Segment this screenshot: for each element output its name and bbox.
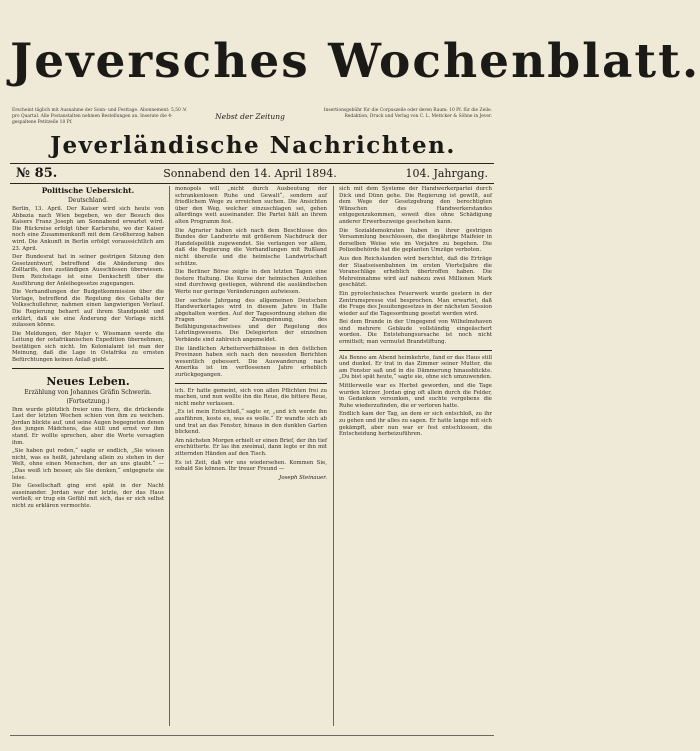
story-paragraph: Die Gesellschaft ging erst spät in der Nacht auseinander. Jordan war der letzte, der das Haus verließ; er trug ein Gefühl mit sich, das er sich selbst nicht zu erklären vermochte. — [12, 483, 164, 509]
story-paragraph: „Es ist mein Entschluß,“ sagte er, „und ich werde ihn ausführen, koste es, was es wolle.“ Er wandte sich ab und trat an das Fenster, hinaus in den dunklen Garten blickend. — [175, 409, 327, 436]
article-paragraph: Die Meldungen, der Major v. Wissmann werde die Leitung der ostafrikanischen Expedition übernehmen, bestätigen sich nicht. Im Kolonialamt ist man der Meinung, daß die Lage in Ostafrika zu ernsten Befürchtungen keinen Anlaß giebt. — [12, 330, 164, 364]
page-bottom-rule — [10, 735, 494, 736]
section-heading: Politische Uebersicht. — [41, 186, 135, 195]
feuilleton-rule — [12, 368, 164, 369]
article-paragraph: Die Sozialdemokraten haben in ihrer gestrigen Versammlung beschlossen, die diesjährige Maifeier in derselben Weise wie im Vorjahre zu begehen. Die Polizeibehörde hat die geplanten Umzüge verboten. — [339, 227, 492, 254]
dateline-bottom-rule — [10, 183, 494, 184]
article-paragraph: Die Verhandlungen der Budgetkommission über die Vorlage, betreffend die Regelung des Gehalts der Volksschullehrer, nahmen einen langwierigen Verlauf. Die Regierung beharrt auf ihrem Standpunkt und erklärt, daß sie eine Änderung der Vorlage nicht zulassen könne. — [12, 289, 164, 329]
feuilleton-rule — [339, 350, 492, 351]
story-paragraph: ich. Er hatte gemeint, sich von allen Pflichten frei zu machen, und nun wollte ihn die Reue, die bittere Reue, nicht mehr verlassen. — [175, 387, 327, 407]
masthead-title: Jeversches Wochenblatt. — [10, 34, 700, 89]
story-signature: Joseph Steinauer. — [279, 474, 327, 481]
column-divider — [333, 186, 334, 726]
article-paragraph: Die Berliner Börse zeigte in den letzten Tagen eine festere Haltung. Die Kurse der heimischen Anleihen sind durchweg gestiegen, während die ausländischen Werte nur geringe Veränderungen aufwiesen. — [175, 269, 327, 295]
article-paragraph: Bei dem Brande in der Umgegend von Wilhelmshaven sind mehrere Gebäude vollständig eingeäschert worden. Die Entstehungsursache ist noch nicht ermittelt; man vermutet Brandstiftung. — [339, 319, 492, 346]
column-divider — [169, 186, 170, 726]
article-paragraph: Berlin, 13. April. Der Kaiser wird sich heute von Abbazia nach Wien begeben, wo der Besuch des Kaisers Franz Joseph am Sonnabend erwartet wird. Die Rückreise erfolgt über Karlsruhe, wo der Kaiser noch eine Zusammenkunft mit dem Großherzog haben wird. Die Ankunft in Berlin erfolgt voraussichtlich am 23. April. — [12, 206, 164, 252]
story-paragraph: Endlich kam der Tag, an dem er sich entschloß, zu ihr zu gehen und ihr alles zu sagen. Er hatte lange mit sich gekämpft, aber nun war er fest entschlossen, die Entscheidung herbeizuführen. — [339, 411, 492, 438]
supplement-note: Nebst der Zeitung — [215, 112, 285, 121]
story-continuation: (Fortsetzung.) — [66, 397, 110, 405]
masthead-subtitle: Jeverländische Nachrichten. — [50, 132, 456, 159]
publication-info-right: Insertionsgebühr für die Corpuszeile oder deren Raum: 10 Pf. für die Zeile. Redaktion, Druck und Verlag von C. L. Mettcker & Söhne in Jever. — [323, 108, 492, 119]
article-paragraph: sich mit dem Systeme der Handwerkerpartei durch Dick und Dünn gehe. Die Regierung ist gewillt, auf dem Wege der Gesetzgebung den berechtigten Wünschen des Handwerkerstandes entgegenzukommen, soweit dies ohne Schädigung anderer Erwerbszweige geschehen kann. — [339, 186, 492, 225]
story-title: Neues Leben. — [46, 374, 130, 388]
story-paragraph: „Sie haben gut reden,“ sagte er endlich, „Sie wissen nicht, was es heißt, jahrelang allein zu stehen in der Welt, ohne einen Menschen, der an uns glaubt.“ — „Das weiß ich besser, als Sie denken,“ entgegnete sie leise. — [12, 448, 164, 481]
issue-number: № 85. — [16, 166, 58, 181]
article-paragraph: Ein pyrotechnisches Feuerwerk wurde gestern in der Zentrumspresse viel besprochen. Man erwartet, daß die Frage des Jesuitengesetzes in der nächsten Session wieder auf die Tagesordnung gesetzt werden wird. — [339, 290, 492, 317]
article-paragraph: Die Agrarier haben sich nach dem Beschlusse des Bundes der Landwirte mit größerem Nachdruck der Handelspolitik zugewendet. Sie verlangen vor allem, daß die Regierung die Verhandlungen mit Rußland nicht übereile und die heimische Landwirtschaft schütze. — [175, 227, 327, 267]
story-paragraph: Am nächsten Morgen erhielt er einen Brief, der ihn tief erschütterte. Er las ihn zweimal, dann legte er ihn mit zitternden Händen auf den Tisch. — [175, 437, 327, 457]
issue-date: Sonnabend den 14. April 1894. — [163, 167, 337, 180]
story-paragraph: Es ist Zeit, daß wir uns wiedersehen. Kommen Sie, sobald Sie können. Ihr treuer Freund — — [175, 459, 327, 473]
section-subheading: Deutschland. — [67, 197, 109, 204]
publication-info-left: Erscheint täglich mit Ausnahme der Sonn- und Festtage. Abonnement: 5,50 ℳ pro Quartal. Alle Postanstalten nehmen Bestellungen an. Inserate die 4-gespaltene Petitzeile 10 Pf. — [12, 108, 187, 125]
article-paragraph: Die ländlichen Arbeiterverhältnisse in den östlichen Provinzen haben sich nach den neuesten Berichten wesentlich gebessert. Die Auswanderung nach Amerika ist im verflossenen Jahre erheblich zurückgegangen. — [175, 345, 327, 379]
article-paragraph: monopols will „nicht durch Ausbeutung der schrankenlosen Ruhe und Gewalt“, sondern auf friedlichem Wege zu erreichen suchen. Die Ansichten über den Weg, welcher einzuschlagen sei, gehen allerdings weit auseinander. Die Partei hält an ihrem alten Programm fest. — [175, 186, 327, 225]
volume-label: 104. Jahrgang. — [405, 167, 488, 180]
dateline — [10, 165, 494, 182]
dateline-top-rule — [10, 163, 494, 164]
story-byline: Erzählung von Johannes Gräfin Schwerin. — [24, 388, 152, 396]
article-paragraph: Der Bundesrat hat in seiner gestrigen Sitzung den Gesetzentwurf, betreffend die Abänderung des Zolltarifs, den zuständigen Ausschüssen überwiesen. Dem Reichstage ist eine Denkschrift über die Ausführung der Anleihegesetze zugegangen. — [12, 254, 164, 287]
column-3 — [339, 186, 492, 440]
story-paragraph: Als Benno am Abend heimkehrte, fand er das Haus still und dunkel. Er trat in das Zimmer seiner Mutter, die am Fenster saß und in die Dämmerung hinausblickte. „Du bist spät heute,“ sagte sie, ohne sich umzuwenden. — [339, 354, 492, 381]
feuilleton-rule — [175, 383, 327, 384]
story-paragraph: Ihm wurde plötzlich freier ums Herz, die drückende Last der letzten Wochen schien von ihm zu weichen. Jordan blickte auf, und seine Augen begegneten denen des jungen Mädchens, das still und ernst vor ihm stand. Er wollte sprechen, aber die Worte versagten ihm. — [12, 406, 164, 446]
article-paragraph: Der sechste Jahrgang des allgemeinen Deutschen Handwerkertages wird in diesem Jahre in Halle abgehalten werden. Auf der Tagesordnung stehen die Fragen der Zwangsinnung, des Befähigungsnachweises und der Regelung des Lehrlingswesens. Die Delegierten der einzelnen Verbände sind zahlreich angemeldet. — [175, 297, 327, 344]
article-paragraph: Aus den Reichslanden wird berichtet, daß die Erträge der Staatseisenbahnen im ersten Vierteljahre die Voranschläge erheblich übertroffen haben. Die Mehreinnahme wird auf nahezu zwei Millionen Mark geschätzt. — [339, 255, 492, 289]
column-2 — [175, 186, 327, 481]
column-1 — [12, 186, 164, 512]
story-paragraph: Mittlerweile war es Herbst geworden, und die Tage wurden kürzer. Jordan ging oft allein durch die Felder, in Gedanken versunken, und suchte vergebens die Ruhe wiederzufinden, die er verloren hatte. — [339, 383, 492, 409]
